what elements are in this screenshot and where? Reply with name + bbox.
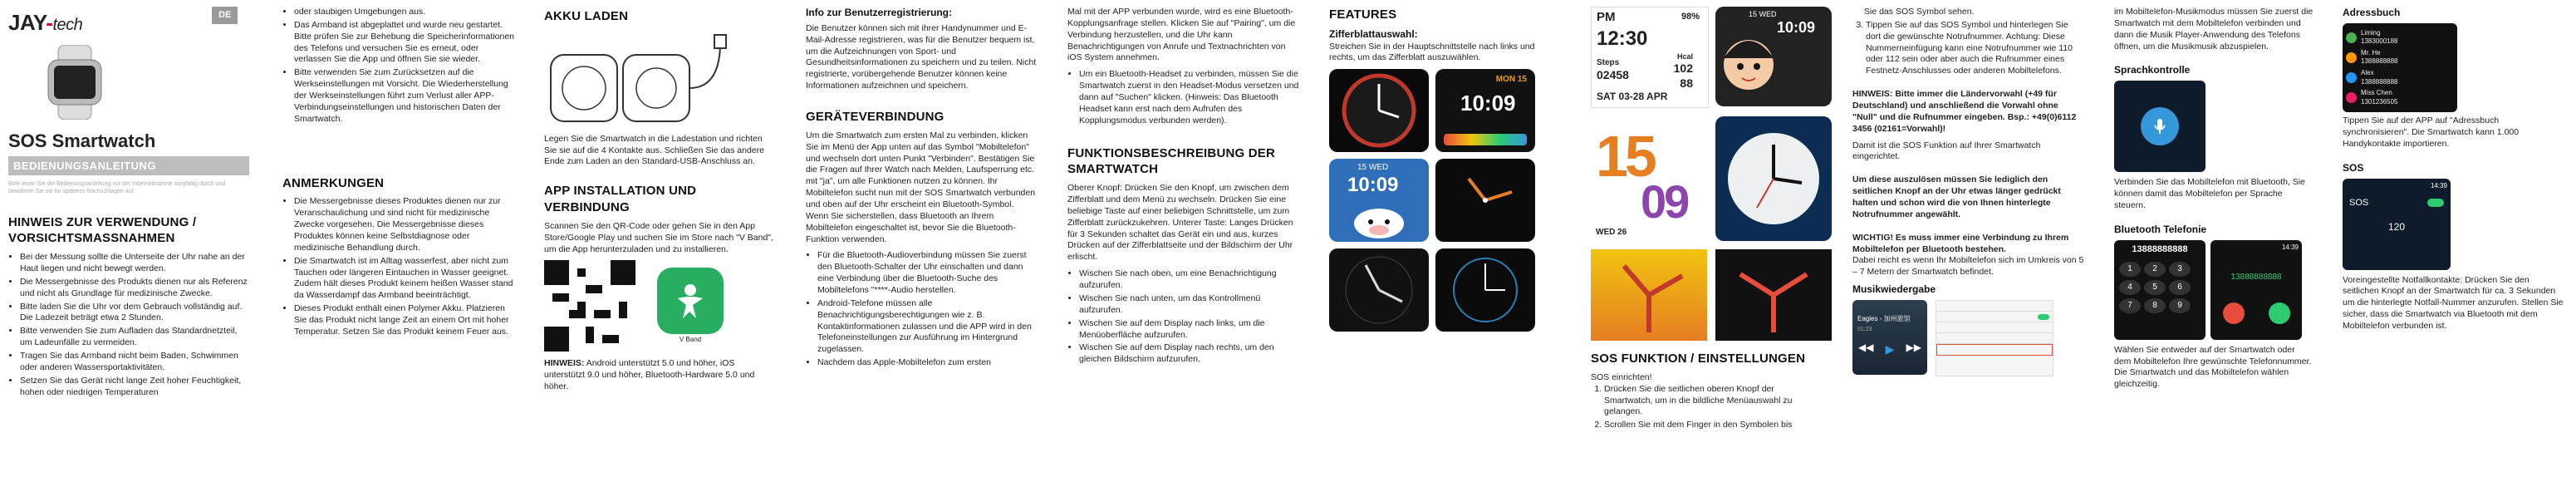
steps-value: 02458: [1597, 68, 1629, 81]
list-item: • Dieses Produkt enthält einen Polymer Akku. Platzieren Sie das Produkt nicht lange Zeit an einem Ort mit hoher Temperatur. Setzen Sie das Produkt keinem Feuer aus.: [294, 303, 515, 338]
avatar: [2346, 52, 2357, 63]
watch-face[interactable]: [1329, 159, 1429, 242]
akku-heading: AKKU LADEN: [544, 9, 629, 23]
list-item: • Die Messergebnisse des Produkts dienen nur als Referenz und nicht als Grundlage für medizinische Zwecke.: [20, 277, 249, 300]
list-item: • Die Smartwatch ist im Alltag wasserfest, aber nicht zum Tauchen oder längeren Eintauchen in Wasser geeignet. Zudem hält dieses Produkt keinem heißen Wasser stand da Wasserdampf das Armband beeinträchtigt.: [294, 256, 515, 302]
device-connection-text: Um die Smartwatch zum ersten Mal zu verbinden, klicken Sie im Menü der App unten auf das Symbol "Mobiltelefon" und wechseln dort unten Punkt "Verbinden". Bestätigen Sie die Fragen auf Ihrer Watch nach Melden, Laufsperrung etc. mit "ja", um alle Funktionen nutzen zu können. Ihr Mobiltelefon sucht nun mit der SOS Smartwatch verbunden und oben auf der Uhr erscheint ein Bluetooth-Symbol. Wenn Sie sicherstellen, dass Bluetooth an Ihrem Mobiltelefon eingeschaltet ist, bevor Sie die Bluetooth-Funktion verwenden.: [806, 130, 1036, 244]
decline-call-icon[interactable]: [2223, 302, 2245, 324]
analog-face[interactable]: [1715, 116, 1832, 241]
sos-screen[interactable]: [2343, 179, 2451, 270]
sos-steps-continued: [1852, 7, 2085, 77]
list-item: • Bitte laden Sie die Uhr vor dem Gebrauch vollständig auf. Die Ladezeit beträgt etwa 2 Stunden.: [20, 302, 249, 325]
list-item: • Das Armband ist abgeplattet und wurde neu gestartet. Bitte prüfen Sie zur Behebung die Speicherinformationen des Telefons und versuchen Sie es erneut, oder verlassen Sie die App und öffnen Sie sie wieder.: [294, 20, 515, 66]
color-face[interactable]: [1591, 249, 1707, 341]
voice-phone-column: [2106, 0, 2322, 477]
registration-heading: Info zur Benutzerregistrierung:: [806, 7, 953, 18]
dial-key[interactable]: 6: [2169, 280, 2191, 295]
contact-item[interactable]: Liming 1383000188: [2346, 29, 2454, 47]
list-item: • Um ein Bluetooth-Headset zu verbinden, müssen Sie die Smartwatch zuerst in den Headset-Modus versetzen und dann auf "Suchen" klicken. (Hinweis: Das Bluetooth Headset kann erst nach dem Aufrufen des Kopplungsmodus verbunden werden).: [1079, 69, 1300, 126]
features-column: [1321, 0, 1570, 477]
list-item: Sie das SOS Symbol sehen.: [1864, 7, 1975, 17]
analog-dial-icon: [1435, 248, 1535, 332]
dial-key[interactable]: 8: [2144, 298, 2166, 313]
incoming-call-screen: [2210, 240, 2302, 340]
track-title: Eagles - 加州旅馆: [1857, 315, 1911, 323]
battery-level: 98%: [1681, 12, 1700, 22]
analog-dial-icon: [1329, 69, 1429, 152]
continued-list: [282, 7, 515, 125]
analog-dial-icon: [1715, 249, 1832, 341]
list-item: 3. Tippen Sie auf das SOS Symbol und hinterlegen Sie dort die gewünschte Notrufnummer. Achtung: Diese Nummerneinfügung kann eine Notrufnummer wie 110 oder 112 sein oder aber auch die Rufnummer eines Festnetz-Anschlusses oder anderen Mobiltelefons.: [1866, 20, 2085, 77]
bt-phone-heading: Bluetooth Telefonie: [2114, 223, 2207, 235]
watch-face[interactable]: [1329, 248, 1429, 332]
music-text: im Mobiltelefon-Musikmodus müssen Sie zuerst die Smartwatch mit dem Mobiltelefon verbinden und dann die Musik Player-Anwendung des Telefons öffnen, um die Musikmusik abzuspielen.: [2114, 7, 2313, 52]
ausloesen-text: Um diese auszulösen müssen Sie lediglich den seitlichen Knopf an der Uhr etwas länger gedrückt halten und schon wird die von Ihnen hinterlegte Notrufnummer angewählt.: [1852, 175, 2061, 219]
previous-icon[interactable]: ◀◀: [1858, 341, 1874, 353]
weekday: SAT: [1597, 91, 1617, 103]
month: APR: [1646, 91, 1668, 103]
hinweis-label: HINWEIS:: [544, 358, 585, 369]
function-heading: FUNKTIONSBESCHREIBUNG DER SMARTWATCH: [1067, 145, 1276, 177]
sos-heading: SOS: [2343, 161, 2364, 174]
avatar-face[interactable]: [1715, 7, 1832, 106]
face-hour: 15: [1596, 124, 1654, 189]
contacts-sos-column: [2334, 0, 2575, 477]
watch-face-grid: [1329, 69, 1562, 332]
contact-item[interactable]: Mr. He 1388888888: [2346, 49, 2454, 66]
features-heading: FEATURES: [1329, 7, 1397, 22]
kcal-value: 102: [1673, 61, 1693, 75]
dial-key[interactable]: 3: [2169, 262, 2191, 277]
toggle-icon[interactable]: [2038, 314, 2049, 320]
face-time: 10:09: [1777, 19, 1816, 36]
anmerkungen-heading: ANMERKUNGEN: [282, 175, 385, 190]
list-item: • Bei der Messung sollte die Unterseite der Uhr nahe an der Haut liegen und nicht bewegt werden.: [20, 252, 249, 275]
analog-dial-icon: [1329, 248, 1429, 332]
face-time: 12:30: [1597, 27, 1648, 50]
list-item: • Bitte verwenden Sie zum Aufladen das Standardnetzteil, um Ladeunfälle zu vermeiden.: [20, 326, 249, 349]
faces-sos-column: [1582, 0, 1832, 477]
cow-icon: [1329, 159, 1429, 242]
caller-number: 13888888888: [2230, 273, 2282, 283]
app-text: Scannen Sie den QR-Code oder gehen Sie in den App Store/Google Play und suchen Sie im Store nach "V Band", um die App herunterzuladen und zu installieren.: [544, 220, 773, 254]
watch-face[interactable]: [1435, 248, 1535, 332]
face-time: 15 WED: [1357, 163, 1389, 173]
dialpad-screen[interactable]: [2114, 240, 2206, 340]
accept-call-icon[interactable]: [2269, 302, 2290, 324]
dial-key[interactable]: 7: [2119, 298, 2141, 313]
analog-dial-icon: [1435, 159, 1535, 242]
list-item: • Wischen Sie auf dem Display nach links, um die Menüoberfläche aufzurufen.: [1079, 318, 1300, 342]
sos-time: 14:39: [2430, 181, 2447, 189]
analog-dial-icon: [1591, 249, 1707, 341]
toggle-icon[interactable]: [2427, 199, 2444, 207]
hinweis-heading: HINWEIS ZUR VERWENDUNG / VORSICHTSMASSNAHMEN: [8, 214, 197, 246]
list-item: • oder staubigen Umgebungen aus.: [294, 7, 515, 18]
sos-label: SOS: [2349, 198, 2369, 209]
list-item: 2. Scrollen Sie mit dem Finger in den Symbolen bis: [1604, 420, 1823, 431]
sos-text: Voreingestellte Notfallkontakte: Drücken Sie den seitlichen Knopf an der Smartwatch für ca. 3 Sekunden um die hinterlegte Notfall-Nummer anzurufen. Stellen Sie sicher, dass die Smartwatch via Bluetooth mit dem Mobiltelefon verbunden ist.: [2343, 274, 2564, 332]
manual-label: BEDIENUNGSANLEITUNG: [8, 156, 249, 175]
device-connection-heading: GERÄTEVERBINDUNG: [806, 109, 945, 124]
watch-face[interactable]: [1435, 69, 1535, 152]
heart-rate-value: 88: [1680, 76, 1693, 90]
dark-face[interactable]: [1715, 249, 1832, 341]
sos-value: 120: [2387, 220, 2406, 233]
dial-key[interactable]: 5: [2144, 280, 2166, 295]
qr-code: [544, 260, 635, 352]
sos-settings-column: [1844, 0, 2093, 477]
dialed-number: 13888888888: [2132, 243, 2188, 254]
bt-phone-text: Wählen Sie entweder auf der Smartwatch oder dem Mobiltelefon Ihre gewünschte Telefonnummer. Die Smartwatch und das Mobiltelefon wählen gleichzeitig.: [2114, 344, 2312, 390]
list-item: • Die Messergebnisse dieses Produktes dienen nur zur Veranschaulichung und sind nicht für medizinische Zwecke vorgesehen. Die Messergebnisse dieses Produktes können keine Selbstdiagnose oder medizinische Behandlung durch.: [294, 196, 515, 253]
brand-logo: JAY-tech: [8, 10, 83, 35]
list-item: • Tragen Sie das Armband nicht beim Baden, Schwimmen oder anderen Wassersportaktivitäten.: [20, 351, 249, 374]
list-item: 1. Drücken Sie die seitlichen oberen Knopf der Smartwatch, um in die bildliche Menüauswahl zu gelangen.: [1604, 384, 1823, 419]
dial-heading: Zifferblattauswahl:: [1329, 27, 1418, 40]
addressbook-screen[interactable]: [2343, 23, 2457, 112]
list-item: • Bitte verwenden Sie zum Zurücksetzen auf die Werkseinstellungen mit Vorsicht. Die Wiederherstellung der Werkseinstellungen führt zum Verlust aller APP-Verbindungseinstellungen und historischen Daten der Smartwatch.: [294, 67, 515, 125]
track-time: 01:23: [1857, 326, 1872, 332]
akku-text: Legen Sie die Smartwatch in die Ladestation und richten Sie sie auf die 4 Kontakte aus. Schließen Sie das andere Ende zum Laden an den Standard-USB-Anschluss an.: [544, 133, 765, 167]
sos-heading: SOS FUNKTION / EINSTELLUNGEN: [1591, 352, 1806, 366]
wichtig-bold: WICHTIG! Es muss immer eine Verbindung zu Ihrem Mobiltelefon per Bluetooth bestehen.: [1852, 232, 2069, 254]
list-item: • Setzen Sie das Gerät nicht lange Zeit hoher Feuchtigkeit, hohen oder niedrigen Temperaturen: [20, 376, 249, 399]
face-date: MON 15: [1495, 75, 1527, 85]
hinweis-list: [8, 252, 249, 398]
dial-text: Streichen Sie in der Hauptschnittstelle nach links und rechts, um das Zifferblatt auszuwählen.: [1329, 41, 1535, 63]
dial-key[interactable]: 2: [2144, 262, 2166, 277]
smartwatch-illustration: [17, 45, 133, 120]
kcal-label: Hcal: [1676, 52, 1693, 61]
date: 03-28: [1618, 91, 1645, 103]
anmerkungen-list: [282, 196, 515, 337]
avatar-icon: [1715, 7, 1832, 106]
face-time: 10:09: [1347, 174, 1399, 197]
watch-face[interactable]: [1435, 159, 1535, 242]
wichtig-text: Dabei reicht es wenn Ihr Mobiltelefon sich im Umkreis von 5 – 7 Metern der Smartwatch befindet.: [1852, 255, 2084, 278]
music-settings-screen: [1936, 300, 2053, 376]
dial-key[interactable]: 4: [2119, 280, 2141, 295]
list-item: • Wischen Sie nach unten, um das Kontrollmenü aufzurufen.: [1079, 293, 1300, 317]
product-title: SOS Smartwatch: [8, 130, 156, 152]
notes-column: [274, 0, 523, 477]
music-heading: Musikwiedergabe: [1852, 283, 1936, 296]
avatar: [2346, 32, 2357, 43]
addressbook-heading: Adressbuch: [2343, 7, 2401, 18]
voice-heading: Sprachkontrolle: [2114, 64, 2191, 76]
swipe-list: [1067, 268, 1300, 366]
voice-screen[interactable]: [2114, 81, 2206, 172]
bigdigit-face[interactable]: [1591, 116, 1707, 241]
sos-intro: SOS einrichten!: [1591, 371, 1652, 382]
registration-text: Die Benutzer können sich mit ihrer Handynummer und E-Mail-Adresse registrieren, was für die Benutzer bequem ist, um die Aufzeichnungen von Sport- und Gesundheitsinformationen zu speichern und zu teilen. Nicht registrierte, vorübergehende Benutzer können keine Informationen aufzeichnen und speichern.: [806, 22, 1037, 91]
function-column: [1059, 0, 1308, 477]
app-label: V Band: [679, 336, 702, 344]
call-time: 14:39: [2281, 243, 2299, 251]
avatar: [2346, 72, 2357, 83]
language-badge: DE: [212, 7, 238, 24]
list-item: • Nachdem das Apple-Mobiltelefon zum ersten: [817, 357, 1038, 369]
watch-face[interactable]: [1329, 69, 1429, 152]
avatar: [2346, 92, 2357, 103]
function-text: Oberer Knopf: Drücken Sie den Knopf, um zwischen dem Zifferblatt und dem Menü zu wechseln. Drücken Sie eine beliebige Taste auf einer beliebigen Schnittstelle, um zum Zifferblatt zurückzukehren. Unterer Taste: Langes Drücken für 3 Sekunden schaltet das Gerät ein und aus, kurzes Drücken auf der Zifferblattseite und der Bildschirm der Uhr erlischt.: [1067, 183, 1293, 263]
connection-list: [806, 250, 1038, 369]
microphone-icon: [2151, 117, 2169, 135]
headset-list: [1067, 69, 1300, 126]
face-minute: 09: [1641, 175, 1688, 228]
sos-steps: [1591, 384, 1823, 431]
face-time: 10:09: [1460, 91, 1516, 116]
play-icon[interactable]: ▶: [1885, 342, 1895, 356]
hinweis-text: Android unterstützt 5.0 und höher, iOS unterstützt 9.0 und höher, Bluetooth-Hardware 5.0 und höher.: [544, 358, 755, 392]
analog-dial-icon: [1715, 116, 1832, 241]
charging-column: [536, 0, 785, 477]
app-icon[interactable]: [657, 268, 724, 334]
dial-key[interactable]: 1: [2119, 262, 2141, 277]
next-icon[interactable]: ▶▶: [1906, 341, 1921, 353]
contact-item[interactable]: Alex 1388888888: [2346, 69, 2454, 86]
list-item: • Wischen Sie nach oben, um eine Benachrichtigung aufzurufen.: [1079, 268, 1300, 292]
face-date: 15 WED: [1749, 10, 1777, 18]
music-player-screen[interactable]: [1852, 300, 1927, 375]
voice-text: Verbinden Sie das Mobiltelefon mit Bluetooth, Sie können damit das Mobiltelefon per Sprache steuern.: [2114, 177, 2305, 210]
steps-label: Steps: [1597, 58, 1620, 67]
person-icon: [670, 280, 711, 322]
hinweis-text: Damit ist die SOS Funktion auf Ihrer Smartwatch eingerichtet.: [1852, 140, 2041, 162]
list-item: • Wischen Sie auf dem Display nach rechts, um den gleichen Bildschirm aufzurufen.: [1079, 342, 1300, 366]
list-item: • Für die Bluetooth-Audioverbindung müssen Sie zuerst den Bluetooth-Schalter der Uhr einschalten und dann eine Verbindung über die Bluetooth-Suche des Mobiltelefons "****-Audio herstellen.: [817, 250, 1038, 296]
cover-column: [0, 0, 258, 477]
hinweis-bold: HINWEIS: Bitte immer die Ländervorwahl (+49 für Deutschland) und anschließend die Vorwahl ohne "Null" und die Rufnummer eingeben. Bsp.: +49(0)6112 3456 (02161=Vorwahl)!: [1852, 89, 2077, 134]
list-item: • Android-Telefone müssen alle Benachrichtigungsberechtigungen wie z. B. Kontaktinformationen zulassen und die APP wird in den Telefoneinstellungen zur Ausführung im Hintergrund zugelassen.: [817, 298, 1038, 356]
pairing-text: Mal mit der APP verbunden wurde, wird es eine Bluetooth-Kopplungsanfrage stellen. Klicken Sie auf "Pairing", um die Verbindung herzustellen, und die Uhr kann Benachrichtigungen von Anrufe und Textnachrichten von iOS System annehmen.: [1067, 7, 1296, 63]
charger-illustration: [544, 30, 743, 130]
dial-key[interactable]: 9: [2169, 298, 2191, 313]
registration-column: [797, 0, 1047, 477]
fineprint: Bitte lesen Sie die Bedienungsanleitung vor der Inbetriebnahme sorgfältig durch und bewahren Sie sie für späteres Nachschlagen auf.: [8, 181, 226, 195]
app-heading: APP INSTALLATION UND VERBINDUNG: [544, 184, 697, 215]
contact-item[interactable]: Miss Chen 1301236505: [2346, 89, 2454, 106]
steps-face[interactable]: PM 98% 12:30 Hcal 102 Steps 02458 88 SAT 03-28 APR: [1591, 7, 1709, 108]
face-date: WED 26: [1596, 227, 1627, 237]
addressbook-text: Tippen Sie auf der APP auf "Adressbuch synchronisieren". Die Smartwatch kann 1.000 Handykontakte importieren.: [2343, 116, 2520, 149]
